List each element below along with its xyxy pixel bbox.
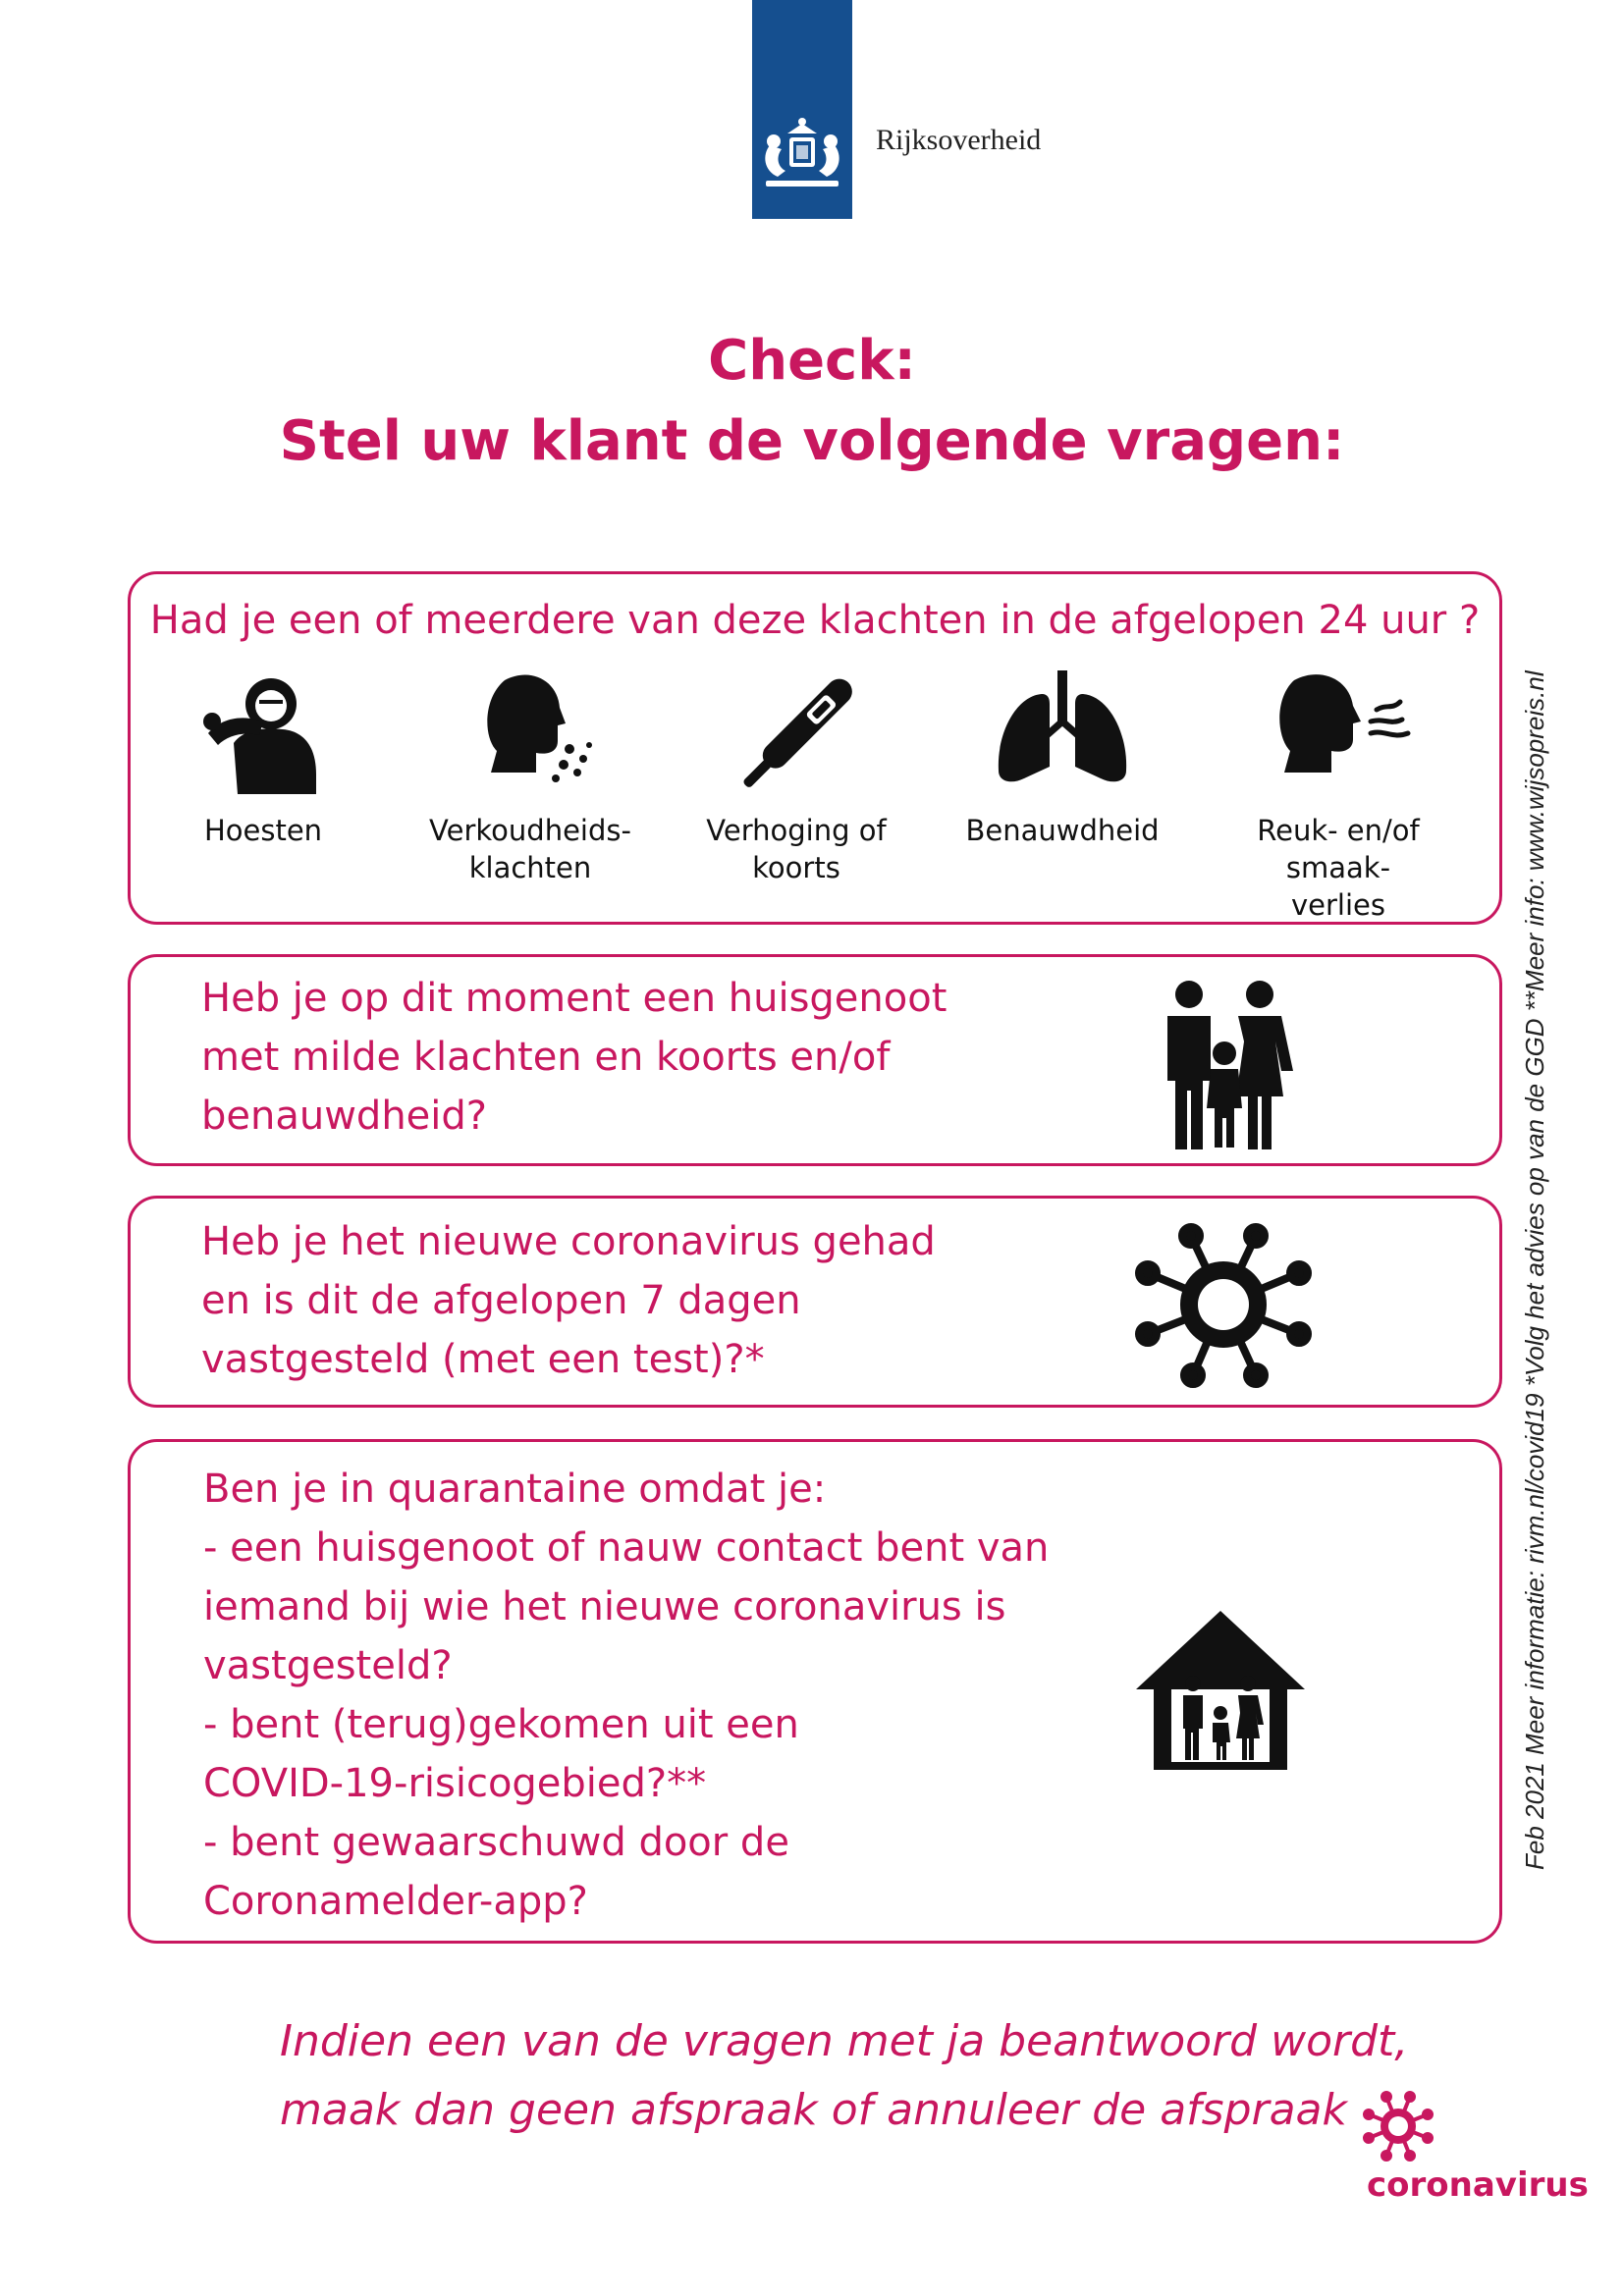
- virus-icon: [1130, 1216, 1317, 1393]
- thermometer-icon: [728, 665, 865, 802]
- symptom-fever: [683, 665, 909, 886]
- symptom-label: Hoesten: [203, 814, 323, 847]
- coronavirus-logo-icon: [1361, 2089, 1435, 2163]
- coat-of-arms-icon: [752, 116, 852, 198]
- question-quarantine-text: Ben je in quarantaine omdat je: - een huisgenoot of nauw contact bent van iemand bij wie het nieuwe coronavirus is vastgesteld? - bent (terug)gekomen uit een COVID-19-risicogebied?** - bent gewaarschuwd door de Coronamelder-app?: [203, 1467, 1050, 1924]
- coronavirus-logo-text: coronavirus: [1367, 2165, 1589, 2205]
- symptom-label: Benauwdheid: [965, 814, 1160, 847]
- symptom-cold: [417, 665, 643, 886]
- quarantine-question-box: [128, 1439, 1502, 1944]
- side-note: Feb 2021 Meer informatie: rivm.nl/covid19 *Volg het advies op van de GGD **Meer info: www.wijsopreis.nl: [1520, 670, 1549, 1870]
- footer-instruction-line1: Indien een van de vragen met ja beantwoord wordt,: [280, 2016, 1409, 2066]
- family-icon: [1152, 977, 1299, 1153]
- symptoms-question-box: [128, 571, 1502, 925]
- symptom-breathlessness: [949, 665, 1175, 849]
- symptom-cough: [150, 665, 376, 849]
- page-title: Check:: [708, 329, 916, 393]
- house-family-icon: [1132, 1607, 1309, 1774]
- symptom-label: Verkoudheids- klachten: [429, 814, 631, 884]
- page-subtitle: Stel uw klant de volgende vragen:: [279, 409, 1345, 473]
- symptom-label: Verhoging of koorts: [706, 814, 887, 884]
- symptom-label: Reuk- en/of smaak- verlies: [1257, 814, 1420, 922]
- ministry-name: Rijksoverheid: [876, 124, 1042, 156]
- sneezing-person-icon: [461, 665, 599, 802]
- question-symptoms-text: Had je een of meerdere van deze klachten in de afgelopen 24 uur ?: [149, 598, 1481, 643]
- question-coronavirus-text: Heb je het nieuwe coronavirus gehad en is dit de afgelopen 7 dagen vastgesteld (met een test)?*: [201, 1219, 936, 1382]
- question-housemate-text: Heb je op dit moment een huisgenoot met milde klachten en koorts en/of benauwdheid?: [201, 976, 947, 1139]
- symptom-smell-taste-loss: [1220, 665, 1456, 924]
- footer-instruction-line2: maak dan geen afspraak of annuleer de afspraak: [280, 2085, 1348, 2135]
- housemate-question-box: [128, 954, 1502, 1166]
- coronavirus-question-box: [128, 1196, 1502, 1408]
- smelling-person-icon: [1255, 665, 1422, 802]
- coughing-person-icon: [194, 665, 332, 802]
- lungs-icon: [989, 665, 1136, 802]
